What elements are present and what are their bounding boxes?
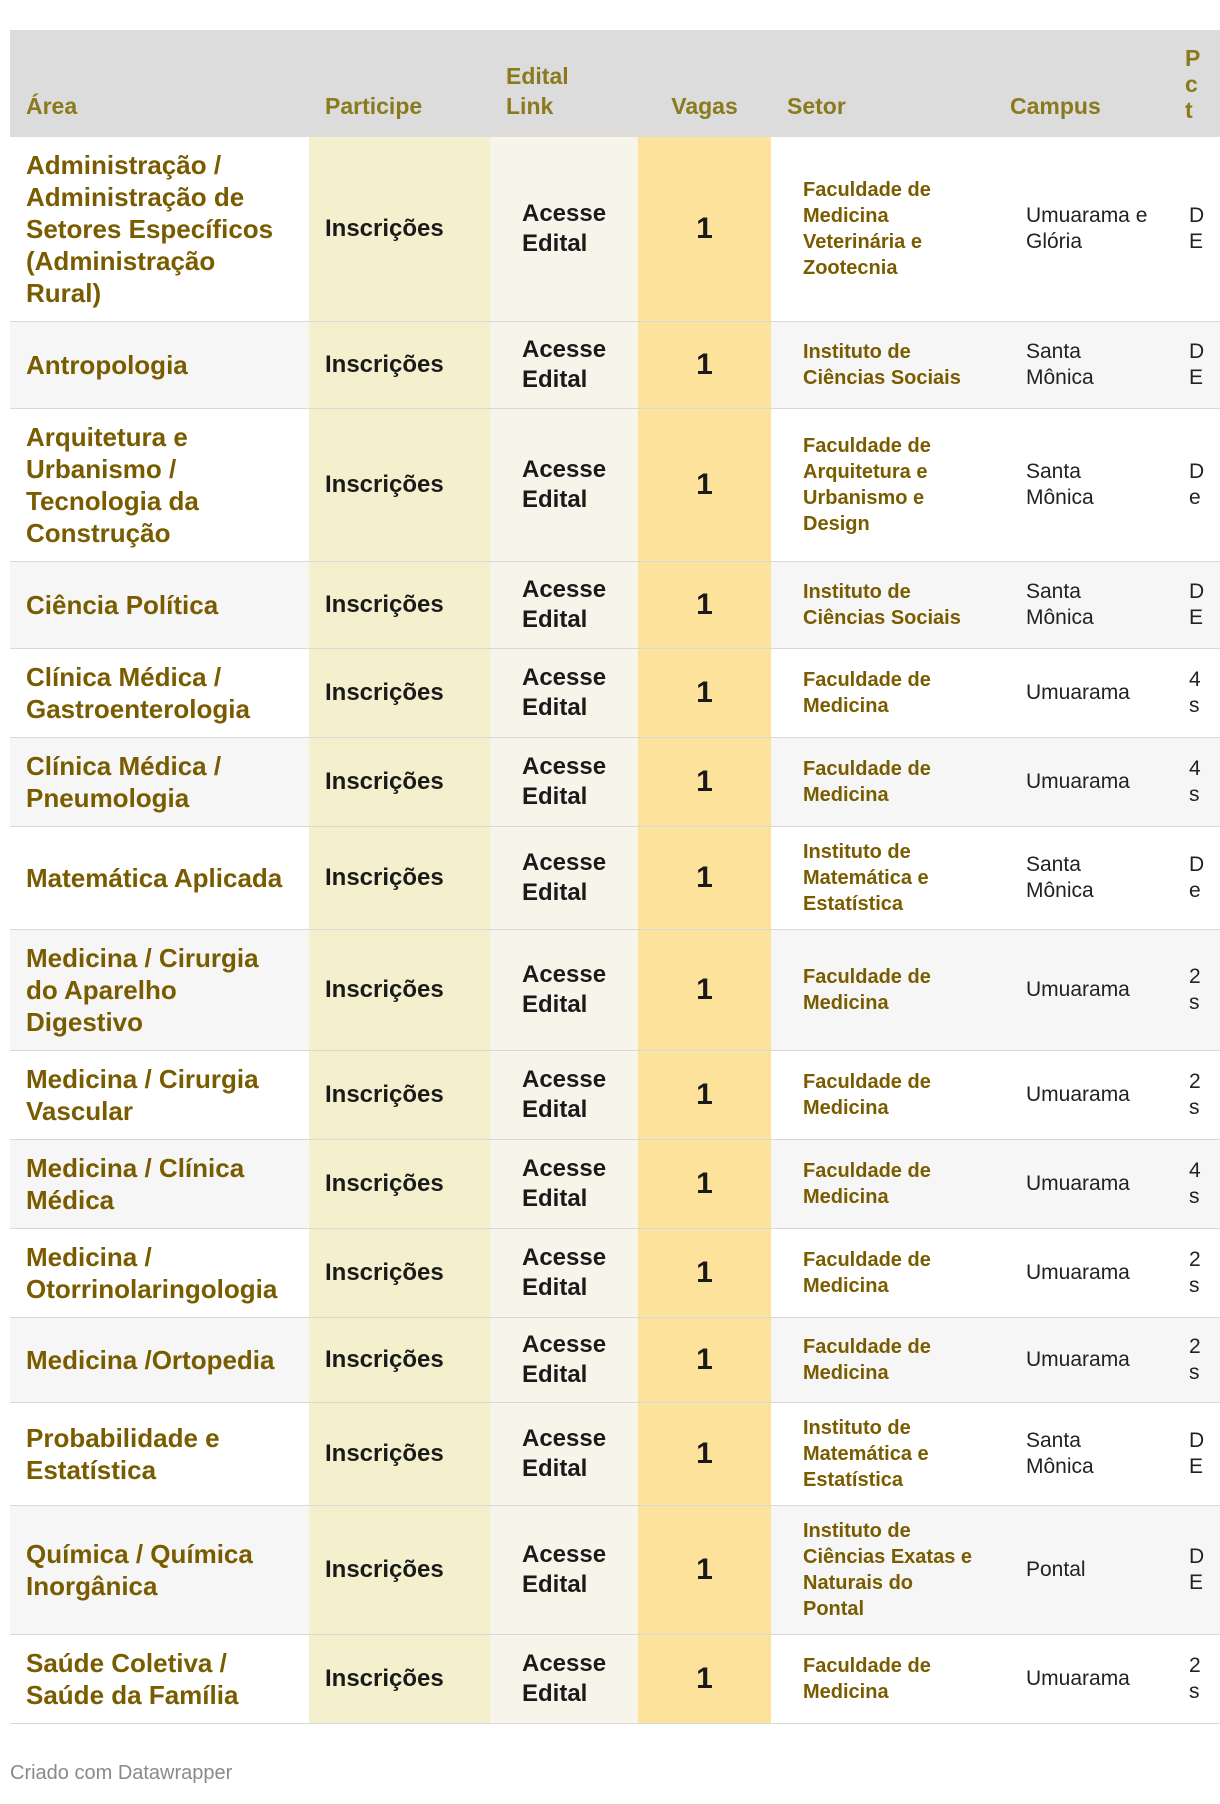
campus-cell: Umuarama: [994, 649, 1169, 738]
area-cell: Clínica Médica / Gastroenterologia: [10, 649, 309, 738]
campus-cell: Umuarama e Glória: [994, 137, 1169, 322]
header-edital-link[interactable]: Edital Link: [490, 30, 638, 137]
vagas-cell: 1: [638, 137, 771, 322]
vagas-cell: 1: [638, 322, 771, 409]
campus-cell: Umuarama: [994, 1635, 1169, 1724]
table-row: [10, 1318, 1220, 1403]
vagas-cell: 1: [638, 562, 771, 649]
table-row: [10, 1140, 1220, 1229]
participe-link[interactable]: Inscrições: [309, 1403, 490, 1506]
area-cell: Matemática Aplicada: [10, 827, 309, 930]
header-participe[interactable]: Participe: [309, 30, 490, 137]
setor-cell: Faculdade de Medicina: [771, 930, 994, 1051]
participe-link[interactable]: Inscrições: [309, 1635, 490, 1724]
participe-link[interactable]: Inscrições: [309, 930, 490, 1051]
campus-cell: Umuarama: [994, 738, 1169, 827]
campus-cell: Umuarama: [994, 1229, 1169, 1318]
header-area[interactable]: Área: [10, 30, 309, 137]
area-cell: Ciência Política: [10, 562, 309, 649]
setor-cell: Instituto de Ciências Exatas e Naturais do Pontal: [771, 1506, 994, 1635]
truncated-cell: 4 s: [1169, 738, 1220, 827]
campus-cell: Santa Mônica: [994, 562, 1169, 649]
campus-cell: Santa Mônica: [994, 1403, 1169, 1506]
vagas-cell: 1: [638, 827, 771, 930]
area-cell: Medicina / Cirurgia Vascular: [10, 1051, 309, 1140]
header-campus[interactable]: Campus: [994, 30, 1169, 137]
table-row: [10, 562, 1220, 649]
area-cell: Química / Química Inorgânica: [10, 1506, 309, 1635]
vagas-cell: 1: [638, 1635, 771, 1724]
truncated-cell: D e: [1169, 827, 1220, 930]
vagas-cell: 1: [638, 1403, 771, 1506]
area-cell: Clínica Médica / Pneumologia: [10, 738, 309, 827]
setor-cell: Faculdade de Arquitetura e Urbanismo e Design: [771, 409, 994, 562]
area-cell: Medicina / Otorrinolaringologia: [10, 1229, 309, 1318]
setor-cell: Faculdade de Medicina: [771, 1635, 994, 1724]
participe-link[interactable]: Inscrições: [309, 322, 490, 409]
participe-link[interactable]: Inscrições: [309, 562, 490, 649]
table-row: [10, 1229, 1220, 1318]
vagas-cell: 1: [638, 1229, 771, 1318]
setor-cell: Faculdade de Medicina: [771, 738, 994, 827]
participe-link[interactable]: Inscrições: [309, 1506, 490, 1635]
truncated-cell: 2 s: [1169, 1635, 1220, 1724]
vagas-cell: 1: [638, 1051, 771, 1140]
vagas-cell: 1: [638, 649, 771, 738]
setor-cell: Instituto de Matemática e Estatística: [771, 827, 994, 930]
area-cell: Medicina / Clínica Médica: [10, 1140, 309, 1229]
edital-link[interactable]: Acesse Edital: [490, 322, 638, 409]
campus-cell: Umuarama: [994, 1051, 1169, 1140]
table-row: [10, 649, 1220, 738]
header-truncated-column[interactable]: P c t: [1169, 30, 1220, 137]
campus-cell: Santa Mônica: [994, 827, 1169, 930]
edital-link[interactable]: Acesse Edital: [490, 738, 638, 827]
truncated-cell: 4 s: [1169, 1140, 1220, 1229]
truncated-cell: D E: [1169, 137, 1220, 322]
campus-cell: Umuarama: [994, 1140, 1169, 1229]
edital-link[interactable]: Acesse Edital: [490, 1051, 638, 1140]
area-cell: Saúde Coletiva / Saúde da Família: [10, 1635, 309, 1724]
setor-cell: Faculdade de Medicina Veterinária e Zootecnia: [771, 137, 994, 322]
campus-cell: Santa Mônica: [994, 409, 1169, 562]
datawrapper-table-container: [10, 30, 1220, 1724]
vagas-cell: 1: [638, 409, 771, 562]
table-row: [10, 322, 1220, 409]
table-row: [10, 1403, 1220, 1506]
participe-link[interactable]: Inscrições: [309, 409, 490, 562]
setor-cell: Faculdade de Medicina: [771, 1229, 994, 1318]
edital-link[interactable]: Acesse Edital: [490, 1506, 638, 1635]
vagas-cell: 1: [638, 930, 771, 1051]
setor-cell: Faculdade de Medicina: [771, 1051, 994, 1140]
table-row: [10, 738, 1220, 827]
table-header-row: [10, 30, 1220, 137]
edital-link[interactable]: Acesse Edital: [490, 562, 638, 649]
setor-cell: Faculdade de Medicina: [771, 1140, 994, 1229]
edital-link[interactable]: Acesse Edital: [490, 1140, 638, 1229]
area-cell: Administração / Administração de Setores Específicos (Administração Rural): [10, 137, 309, 322]
table-row: [10, 1051, 1220, 1140]
campus-cell: Umuarama: [994, 1318, 1169, 1403]
vagas-cell: 1: [638, 1140, 771, 1229]
area-cell: Antropologia: [10, 322, 309, 409]
campus-cell: Santa Mônica: [994, 322, 1169, 409]
setor-cell: Instituto de Ciências Sociais: [771, 322, 994, 409]
setor-cell: Instituto de Ciências Sociais: [771, 562, 994, 649]
edital-link[interactable]: Acesse Edital: [490, 137, 638, 322]
table-row: [10, 409, 1220, 562]
truncated-cell: D E: [1169, 1506, 1220, 1635]
area-cell: Medicina / Cirurgia do Aparelho Digestivo: [10, 930, 309, 1051]
vacancies-table: [10, 30, 1220, 1724]
participe-link[interactable]: Inscrições: [309, 738, 490, 827]
header-setor[interactable]: Setor: [771, 30, 994, 137]
participe-link[interactable]: Inscrições: [309, 1140, 490, 1229]
table-row: [10, 137, 1220, 322]
participe-link[interactable]: Inscrições: [309, 137, 490, 322]
setor-cell: Instituto de Matemática e Estatística: [771, 1403, 994, 1506]
truncated-cell: D E: [1169, 1403, 1220, 1506]
table-row: [10, 1506, 1220, 1635]
truncated-cell: D E: [1169, 322, 1220, 409]
truncated-cell: D e: [1169, 409, 1220, 562]
truncated-cell: 2 s: [1169, 1051, 1220, 1140]
participe-link[interactable]: Inscrições: [309, 1051, 490, 1140]
edital-link[interactable]: Acesse Edital: [490, 1229, 638, 1318]
vagas-cell: 1: [638, 1318, 771, 1403]
table-row: [10, 1635, 1220, 1724]
table-row: [10, 827, 1220, 930]
truncated-cell: 2 s: [1169, 1229, 1220, 1318]
area-cell: Medicina /Ortopedia: [10, 1318, 309, 1403]
edital-link[interactable]: Acesse Edital: [490, 409, 638, 562]
edital-link[interactable]: Acesse Edital: [490, 1403, 638, 1506]
edital-link[interactable]: Acesse Edital: [490, 1318, 638, 1403]
campus-cell: Pontal: [994, 1506, 1169, 1635]
truncated-cell: 2 s: [1169, 930, 1220, 1051]
vagas-cell: 1: [638, 738, 771, 827]
header-vagas[interactable]: Vagas: [638, 30, 771, 137]
participe-link[interactable]: Inscrições: [309, 1318, 490, 1403]
truncated-cell: D E: [1169, 562, 1220, 649]
setor-cell: Faculdade de Medicina: [771, 649, 994, 738]
participe-link[interactable]: Inscrições: [309, 649, 490, 738]
table-row: [10, 930, 1220, 1051]
vagas-cell: 1: [638, 1506, 771, 1635]
truncated-cell: 4 s: [1169, 649, 1220, 738]
edital-link[interactable]: Acesse Edital: [490, 1635, 638, 1724]
edital-link[interactable]: Acesse Edital: [490, 827, 638, 930]
participe-link[interactable]: Inscrições: [309, 827, 490, 930]
edital-link[interactable]: Acesse Edital: [490, 649, 638, 738]
setor-cell: Faculdade de Medicina: [771, 1318, 994, 1403]
truncated-cell: 2 s: [1169, 1318, 1220, 1403]
area-cell: Arquitetura e Urbanismo / Tecnologia da Construção: [10, 409, 309, 562]
edital-link[interactable]: Acesse Edital: [490, 930, 638, 1051]
area-cell: Probabilidade e Estatística: [10, 1403, 309, 1506]
campus-cell: Umuarama: [994, 930, 1169, 1051]
footer-credit: Criado com Datawrapper: [10, 1762, 233, 1784]
participe-link[interactable]: Inscrições: [309, 1229, 490, 1318]
